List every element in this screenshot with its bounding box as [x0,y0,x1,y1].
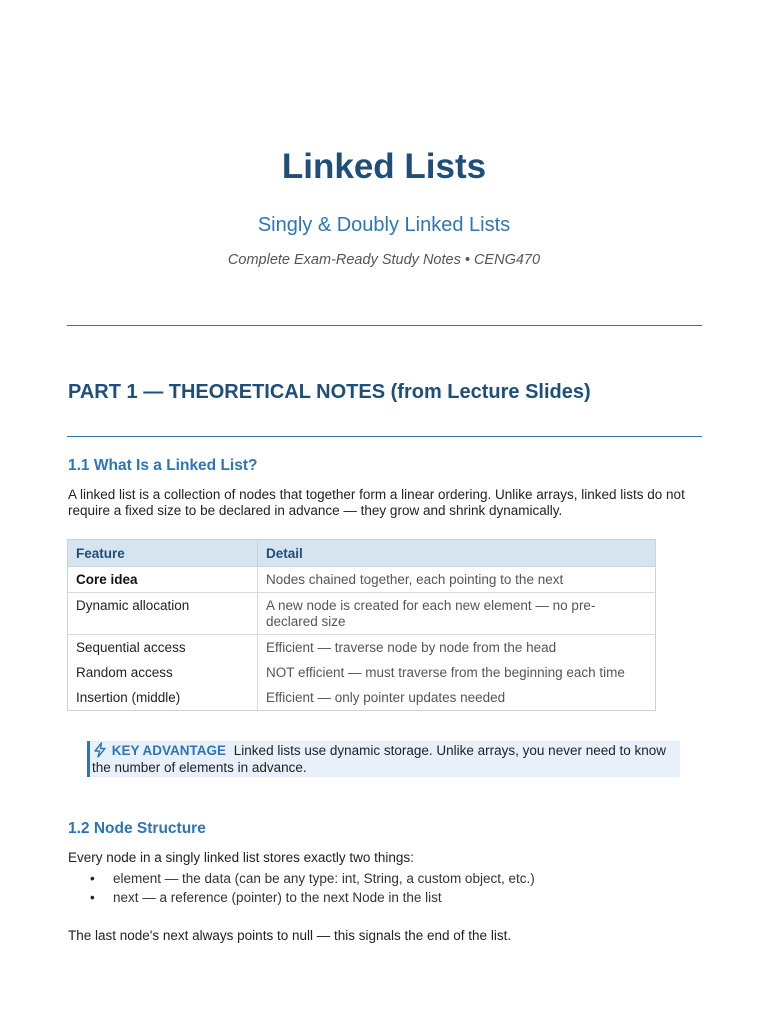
section-1-2-intro: Every node in a singly linked list stores exactly two things: [68,850,414,865]
table-cell-feature: Dynamic allocation [68,593,258,635]
divider-top [67,325,702,326]
table-row [68,660,656,685]
node-fields-list [90,869,535,907]
key-advantage-callout [87,741,680,777]
table-cell-detail: NOT efficient — must traverse from the beginning each time [258,660,656,685]
table-cell-feature: Random access [76,665,173,680]
list-item [90,869,535,888]
table-cell-feature: Core idea [68,567,258,593]
table-row [68,567,656,593]
list-item-text: next — a reference (pointer) to the next Node in the list [113,890,442,905]
section-1-2-outro: The last node's next always points to null — this signals the end of the list. [68,928,512,943]
document-meta: Complete Exam-Ready Study Notes • CENG470 [227,252,541,268]
list-item [90,888,535,907]
table-cell-feature: Sequential access [76,640,186,655]
document-title: Linked Lists [281,147,487,186]
table-row [68,685,656,711]
table-header-row [68,540,656,567]
table-row [68,593,656,635]
table-cell-detail: Efficient — only pointer updates needed [258,685,656,711]
table-header-feature: Feature [68,540,258,567]
table-cell-detail: Efficient — traverse node by node from the head [258,635,656,661]
list-item-text: element — the data (can be any type: int, String, a custom object, etc.) [113,871,535,886]
bullet-icon: • [90,890,95,905]
table-row [68,635,656,661]
table-header-detail: Detail [258,540,656,567]
bullet-icon: • [90,871,95,886]
divider-part-1 [67,436,702,437]
section-1-1-heading: 1.1 What Is a Linked List? [68,457,258,474]
table-cell-feature: Insertion (middle) [76,690,181,705]
table-cell-detail: Nodes chained together, each pointing to the next [258,567,656,593]
document-subtitle: Singly & Doubly Linked Lists [257,214,511,236]
lightning-icon [92,742,108,758]
feature-table [67,539,656,711]
section-1-1-intro: A linked list is a collection of nodes that together form a linear ordering. Unlike arrays, linked lists do not require a fixed size to be declared in advance — they grow and shrink dynamically. [68,487,685,518]
callout-text: Linked lists use dynamic storage. Unlike arrays, you never need to know the number of elements in advance. [92,743,667,775]
table-cell-detail: A new node is created for each new element — no pre-declared size [258,593,656,635]
section-1-2-heading: 1.2 Node Structure [68,820,206,837]
part-1-heading: PART 1 — THEORETICAL NOTES (from Lecture Slides) [68,381,591,403]
callout-label: KEY ADVANTAGE [111,743,227,758]
